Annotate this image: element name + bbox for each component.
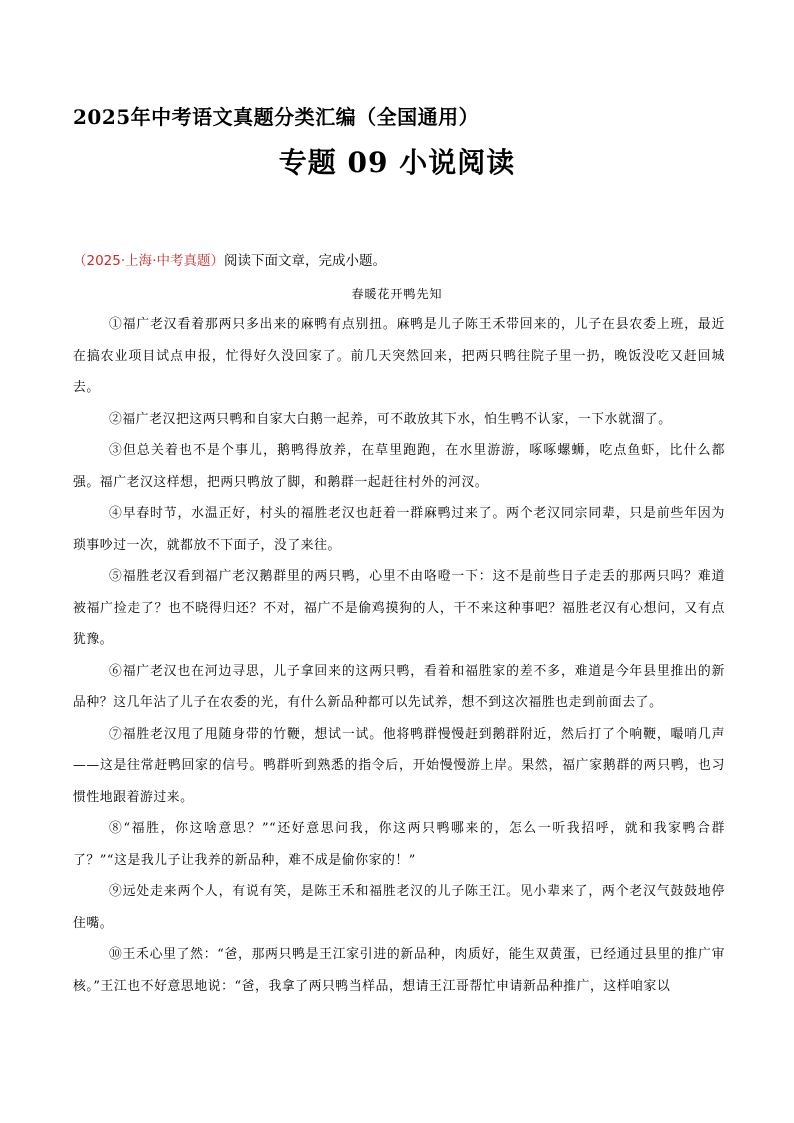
question-instruction: 阅读下面文章，完成小题。: [223, 253, 386, 269]
source-tag: （2025·上海·中考真题）: [73, 253, 224, 269]
question-source-line: [73, 249, 386, 269]
story-paragraph-6: ⑥福广老汉也在河边寻思，儿子拿回来的这两只鸭，看着和福胜家的差不多，难道是今年县里推出的新品种？这几年沾了儿子在农委的光，有什么新品种都可以先试养，想不到这次福胜也走到前面去了。: [73, 663, 725, 710]
story-paragraph-5: ⑤福胜老汉看到福广老汉鹅群里的两只鸭，心里不由咯噔一下：这不是前些日子走丢的那两只吗？难道被福广捡走了？也不晓得归还？不对，福广不是偷鸡摸狗的人，干不来这种事吧？福胜老汉有心想问，又有点犹豫。: [73, 569, 725, 647]
sub-title: 专题 09 小说阅读: [278, 146, 516, 179]
story-paragraph-4: ④早春时节，水温正好，村头的福胜老汉也赶着一群麻鸭过来了。两个老汉同宗同辈，只是前些年因为琐事吵过一次，就都放不下面子，没了来往。: [73, 506, 725, 553]
story-paragraph-1: ①福广老汉看着那两只多出来的麻鸭有点别扭。麻鸭是儿子陈王禾带回来的，儿子在县农委上班，最近在搞农业项目试点申报，忙得好久没回家了。前几天突然回来，把两只鸭往院子里一扔，晚饭没吃又赶回城去。: [73, 317, 725, 395]
story-title: 春暖花开鸭先知: [351, 287, 443, 301]
story-paragraph-3: ③但总关着也不是个事儿，鹅鸭得放养，在草里跑跑，在水里游游，啄啄螺蛳，吃点鱼虾，比什么都强。福广老汉这样想，把两只鸭放了脚，和鹅群一起赶往村外的河汊。: [73, 443, 725, 490]
story-paragraph-2: ②福广老汉把这两只鸭和自家大白鹅一起养，可不敢放其下水，怕生鸭不认家，一下水就溜了。: [109, 411, 672, 427]
story-paragraph-8: ⑧“福胜，你这啥意思？”“还好意思问我，你这两只鸭哪来的，怎么一听我招呼，就和我家鸭合群了？”“这是我儿子让我养的新品种，难不成是偷你家的！”: [73, 821, 725, 868]
main-title: 2025年中考语文真题分类汇编（全国通用）: [73, 105, 480, 129]
story-body: [73, 309, 725, 1002]
story-paragraph-7: ⑦福胜老汉甩了甩随身带的竹鞭，想试一试。他将鸭群慢慢赶到鹅群附近，然后打了个响鞭，嘬哨几声——这是往常赶鸭回家的信号。鸭群听到熟悉的指令后，开始慢慢游上岸。果然，福广家鹅群的两只鸭，也习惯性地跟着游过来。: [73, 726, 725, 805]
story-paragraph-9: ⑨远处走来两个人，有说有笑，是陈王禾和福胜老汉的儿子陈王江。见小辈来了，两个老汉气鼓鼓地停住嘴。: [73, 884, 725, 931]
story-paragraph-10: ⑩王禾心里了然：“爸，那两只鸭是王江家引进的新品种，肉质好，能生双黄蛋，已经通过县里的推广审核。”王江也不好意思地说：“爸，我拿了两只鸭当样品，想请王江哥帮忙申请新品种推广，这样咱家以: [73, 947, 725, 994]
